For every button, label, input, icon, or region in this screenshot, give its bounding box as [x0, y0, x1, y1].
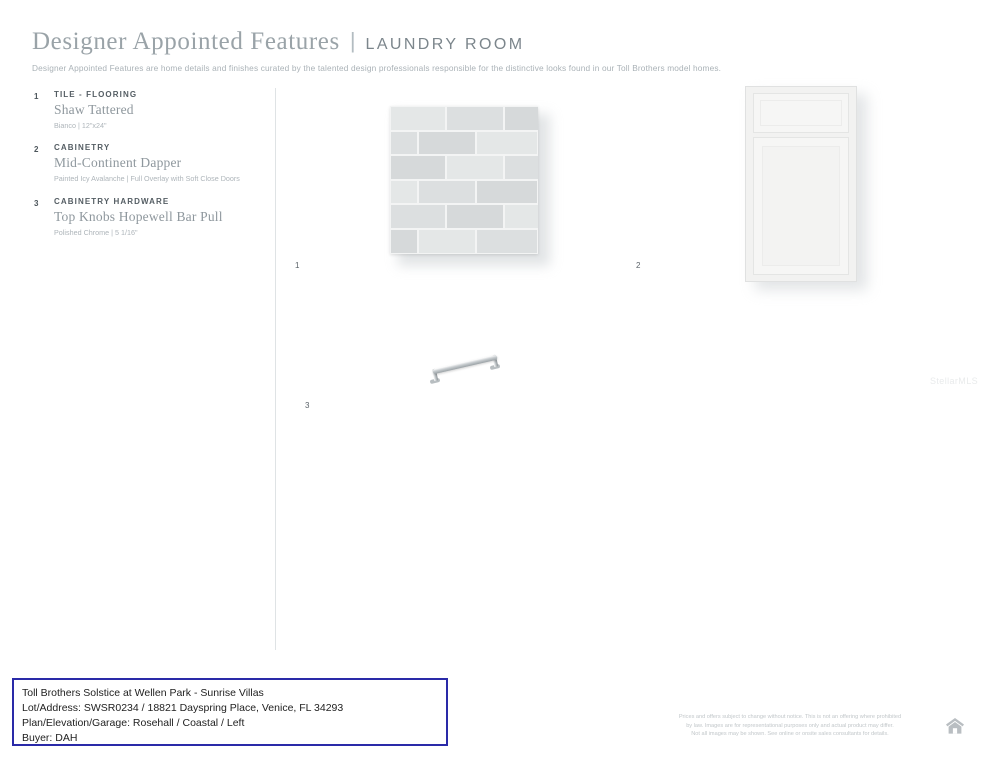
- cabinetry-image: [745, 86, 875, 291]
- brick: [418, 229, 476, 254]
- list-item: [32, 197, 268, 238]
- brick: [476, 229, 538, 254]
- info-community: Toll Brothers Solstice at Wellen Park - Sunrise Villas: [22, 687, 264, 699]
- brick: [446, 155, 504, 180]
- cabinet-door-front: [753, 137, 849, 275]
- legend-item-number: 3: [34, 198, 39, 208]
- brick: [390, 155, 446, 180]
- brick: [504, 106, 538, 131]
- cabinet-hardware-image: [420, 352, 510, 394]
- brick-row: [390, 106, 538, 131]
- image-marker-2: 2: [636, 261, 641, 270]
- brick: [418, 131, 476, 156]
- equal-housing-opportunity-icon: [944, 715, 966, 737]
- brick: [476, 131, 538, 156]
- brick-row: [390, 229, 538, 254]
- brick: [390, 131, 418, 156]
- disclaimer-line-2: by law. Images are for representational purposes only and actual product may differ.: [686, 722, 894, 729]
- disclaimer-line-1: Prices and offers subject to change without notice. This is not an offering where prohibited: [678, 714, 902, 720]
- legend-item-category: TILE - FLOORING: [54, 90, 138, 99]
- legend-item-category: CABINETRY HARDWARE: [54, 196, 170, 206]
- feature-legend-list: [32, 90, 268, 250]
- disclaimer-line-3: Not all images may be shown. See online or onsite sales consultants for details.: [691, 731, 889, 738]
- cabinet-door-sample: [745, 86, 857, 282]
- brick: [446, 204, 504, 229]
- legend-item-number: 2: [34, 145, 39, 155]
- brick: [390, 106, 446, 131]
- list-item: [32, 90, 268, 131]
- brick-row: [390, 131, 538, 156]
- legal-disclaimer: [640, 713, 940, 739]
- title-divider: |: [349, 28, 356, 53]
- brick-row: [390, 155, 538, 180]
- page-title: Designer Appointed Features: [32, 28, 340, 55]
- legend-item-name: Mid-Continent Dapper: [54, 155, 182, 171]
- bar-pull-bar: [432, 355, 497, 375]
- legend-item-category: CABINETRY: [54, 143, 111, 153]
- brick: [504, 155, 538, 180]
- legend-item-name: Shaw Tattered: [54, 102, 134, 117]
- title-row: [32, 28, 962, 56]
- page-header: [32, 28, 962, 73]
- brick: [446, 106, 504, 131]
- info-plan: Plan/Elevation/Garage: Rosehall / Coastal / Left: [22, 716, 245, 729]
- info-lot-address: Lot/Address: SWSR0234 / 18821 Dayspring Place, Venice, FL 34293: [22, 701, 344, 714]
- brick: [504, 204, 538, 229]
- brick-row: [390, 204, 538, 229]
- watermark: StellarMLS: [930, 376, 979, 386]
- info-buyer: Buyer: DAH: [22, 731, 78, 744]
- tile-swatch: [390, 106, 538, 254]
- legend-item-number: 1: [34, 92, 39, 101]
- property-info-box: [12, 678, 448, 746]
- legend-item-desc: Polished Chrome | 5 1/16": [54, 227, 138, 237]
- brick: [390, 229, 418, 254]
- image-marker-3: 3: [305, 401, 310, 410]
- tile-flooring-image: [390, 106, 550, 266]
- legend-item-desc: Bianco | 12"x24": [54, 121, 107, 130]
- brick-row: [390, 180, 538, 205]
- list-item: [32, 143, 268, 184]
- brick: [418, 180, 476, 205]
- brick: [390, 180, 418, 205]
- legend-item-name: Top Knobs Hopewell Bar Pull: [54, 208, 223, 224]
- cabinet-drawer-front: [753, 93, 849, 133]
- room-name: LAUNDRY ROOM: [365, 36, 525, 53]
- legend-item-desc: Painted Icy Avalanche | Full Overlay with Soft Close Doors: [54, 174, 240, 184]
- image-marker-1: 1: [295, 261, 300, 270]
- brick: [390, 204, 446, 229]
- page-subtitle: Designer Appointed Features are home details and finishes curated by the talented design professionals responsible for the distinctive looks found in our Toll Brothers model homes.: [32, 63, 722, 73]
- vertical-divider: [275, 88, 276, 650]
- brick: [476, 180, 538, 205]
